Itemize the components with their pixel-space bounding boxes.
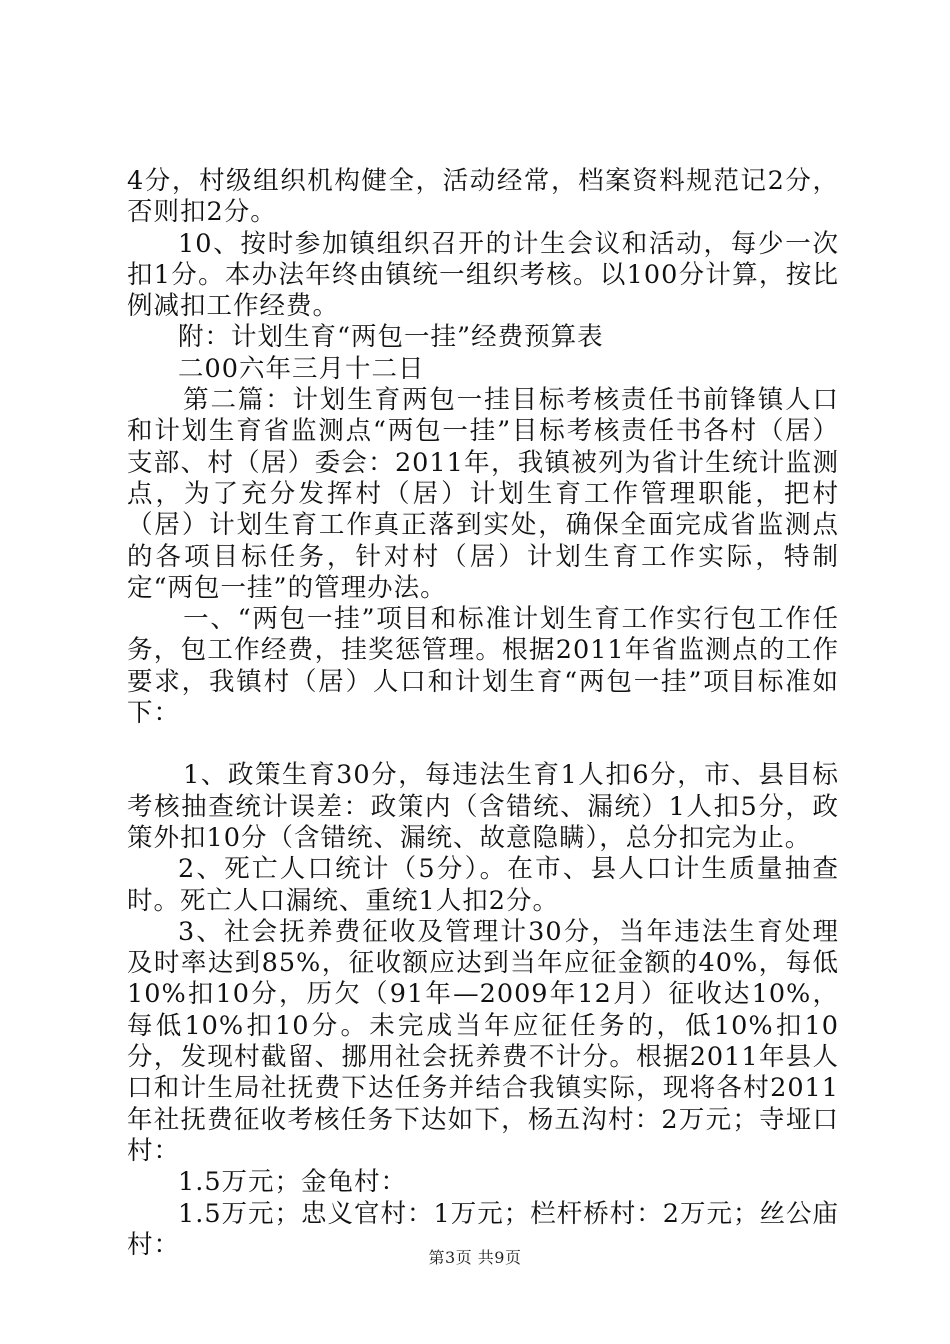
paragraph-item-10: 10、按时参加镇组织召开的计生会议和活动，每少一次扣1分。本办法年终由镇统一组织考核。以100分计算，按比例减扣工作经费。: [127, 228, 839, 322]
paragraph-amount-2: 1.5万元；忠义官村：1万元；栏杆桥村：2万元；丝公庙村：: [127, 1198, 840, 1260]
paragraph-date: 二00六年三月十二日: [178, 353, 425, 384]
paragraph-item-3: 3、社会抚养费征收及管理计30分，当年违法生育处理及时率达到85%，征收额应达到当年应征金额的40%，每低10%扣10分，历欠（91年—2009年12月）征收达10%，每低10%扣10分。未完成当年应征任务的，低10%扣10分，发现村截留、挪用社会抚养费不计分。根据2011年县人口和计生局社抚费下达任务并结合我镇实际，现将各村2011年社抚费征收考核任务下达如下，杨五沟村：2万元；寺垭口村：: [127, 916, 839, 1166]
paragraph-amount-1: 1.5万元；金龟村：: [178, 1167, 408, 1198]
paragraph-part-two: 第二篇：计划生育两包一挂目标考核责任书前锋镇人口和计划生育省监测点“两包一挂”目标考核责任书各村（居）支部、村（居）委会：2011年，我镇被列为省计生统计监测点，为了充分发挥村（居）计划生育工作管理职能，把村（居）计划生育工作真正落到实处，确保全面完成省监测点的各项目标任务，针对村（居）计划生育工作实际，特制定“两包一挂”的管理办法。: [127, 385, 839, 603]
paragraph-attachment: 附：计划生育“两包一挂”经费预算表: [178, 322, 604, 353]
paragraph-section-one: 一、“两包一挂”项目和标准计划生育工作实行包工作任务，包工作经费，挂奖惩管理。根据2011年省监测点的工作要求，我镇村（居）人口和计划生育“两包一挂”项目标准如下：: [127, 604, 839, 729]
paragraph-item-2: 2、死亡人口统计（5分）。在市、县人口计生质量抽查时。死亡人口漏统、重统1人扣2分。: [127, 854, 839, 916]
document-body: [127, 166, 839, 1261]
page-number: 第3页 共9页: [428, 1248, 522, 1267]
paragraph-continuation: 4分，村级组织机构健全，活动经常，档案资料规范记2分，否则扣2分。: [127, 166, 839, 228]
paragraph-item-1: 1、政策生育30分，每违法生育1人扣6分，市、县目标考核抽查统计误差：政策内（含错统、漏统）1人扣5分，政策外扣10分（含错统、漏统、故意隐瞒），总分扣完为止。: [127, 760, 839, 853]
